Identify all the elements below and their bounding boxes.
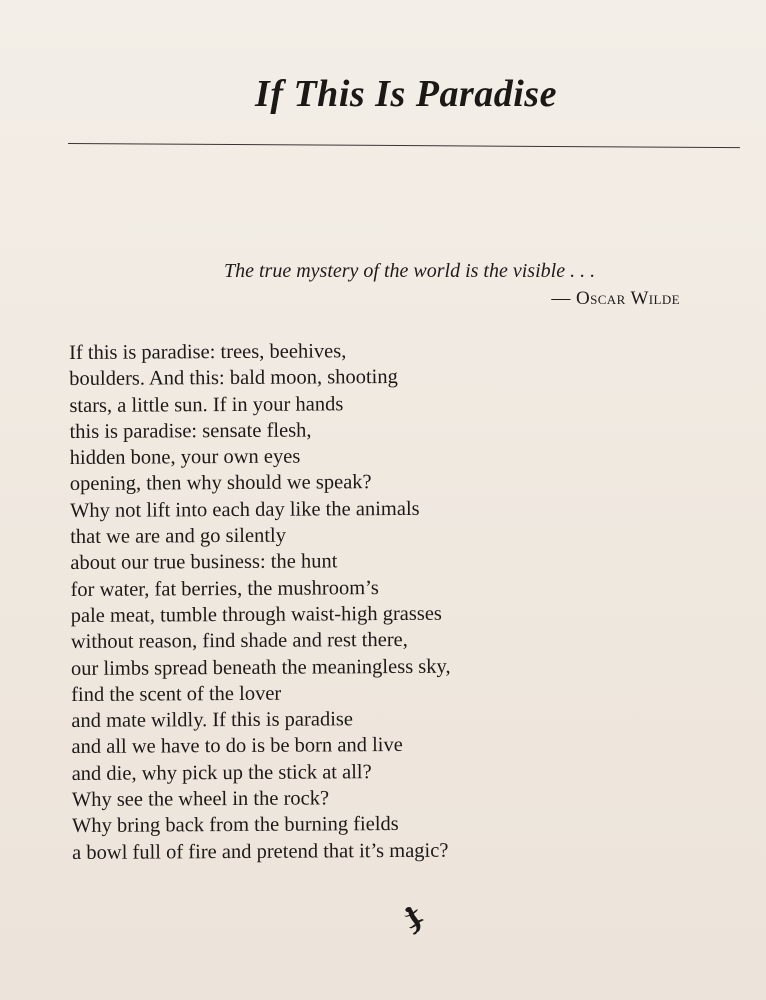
- epigraph-attribution: — Oscar Wilde: [551, 288, 680, 309]
- poem-line: Why see the wheel in the rock?: [71, 787, 330, 812]
- poem-line: hidden bone, your own eyes: [69, 445, 301, 470]
- poem-line: and all we have to do is be born and live: [71, 734, 403, 759]
- poem-line: and die, why pick up the stick at all?: [71, 760, 372, 785]
- poem-line: that we are and go silently: [70, 524, 287, 549]
- title-rule-divider: [68, 143, 740, 148]
- poem-title: If This Is Paradise: [255, 73, 557, 115]
- poem-line: Why bring back from the burning fields: [71, 813, 399, 838]
- poem-line: find the scent of the lover: [71, 682, 282, 706]
- epigraph: [224, 258, 684, 312]
- poem-line: a bowl full of fire and pretend that it’s magic?: [72, 839, 449, 864]
- poem-line: and mate wildly. If this is paradise: [71, 708, 354, 733]
- epigraph-quote: The true mystery of the world is the visible . . .: [224, 260, 596, 282]
- poem-line: about our true business: the hunt: [70, 550, 338, 575]
- poem-body: [69, 338, 452, 866]
- poem-line: for water, fat berries, the mushroom’s: [70, 576, 379, 601]
- poem-line: this is paradise: sensate flesh,: [69, 419, 312, 443]
- poem-line: without reason, find shade and rest there,: [70, 629, 408, 654]
- poem-line: boulders. And this: bald moon, shooting: [69, 366, 398, 391]
- poem-line: opening, then why should we speak?: [69, 471, 372, 496]
- poem-line: stars, a little sun. If in your hands: [69, 392, 344, 417]
- lizard-ornament-icon: [400, 905, 428, 935]
- poem-line: our limbs spread beneath the meaningless sky,: [70, 655, 451, 680]
- poem-line: pale meat, tumble through waist-high grasses: [70, 602, 442, 627]
- poem-line: Why not lift into each day like the animals: [69, 497, 420, 522]
- poem-line: If this is paradise: trees, beehives,: [69, 340, 347, 364]
